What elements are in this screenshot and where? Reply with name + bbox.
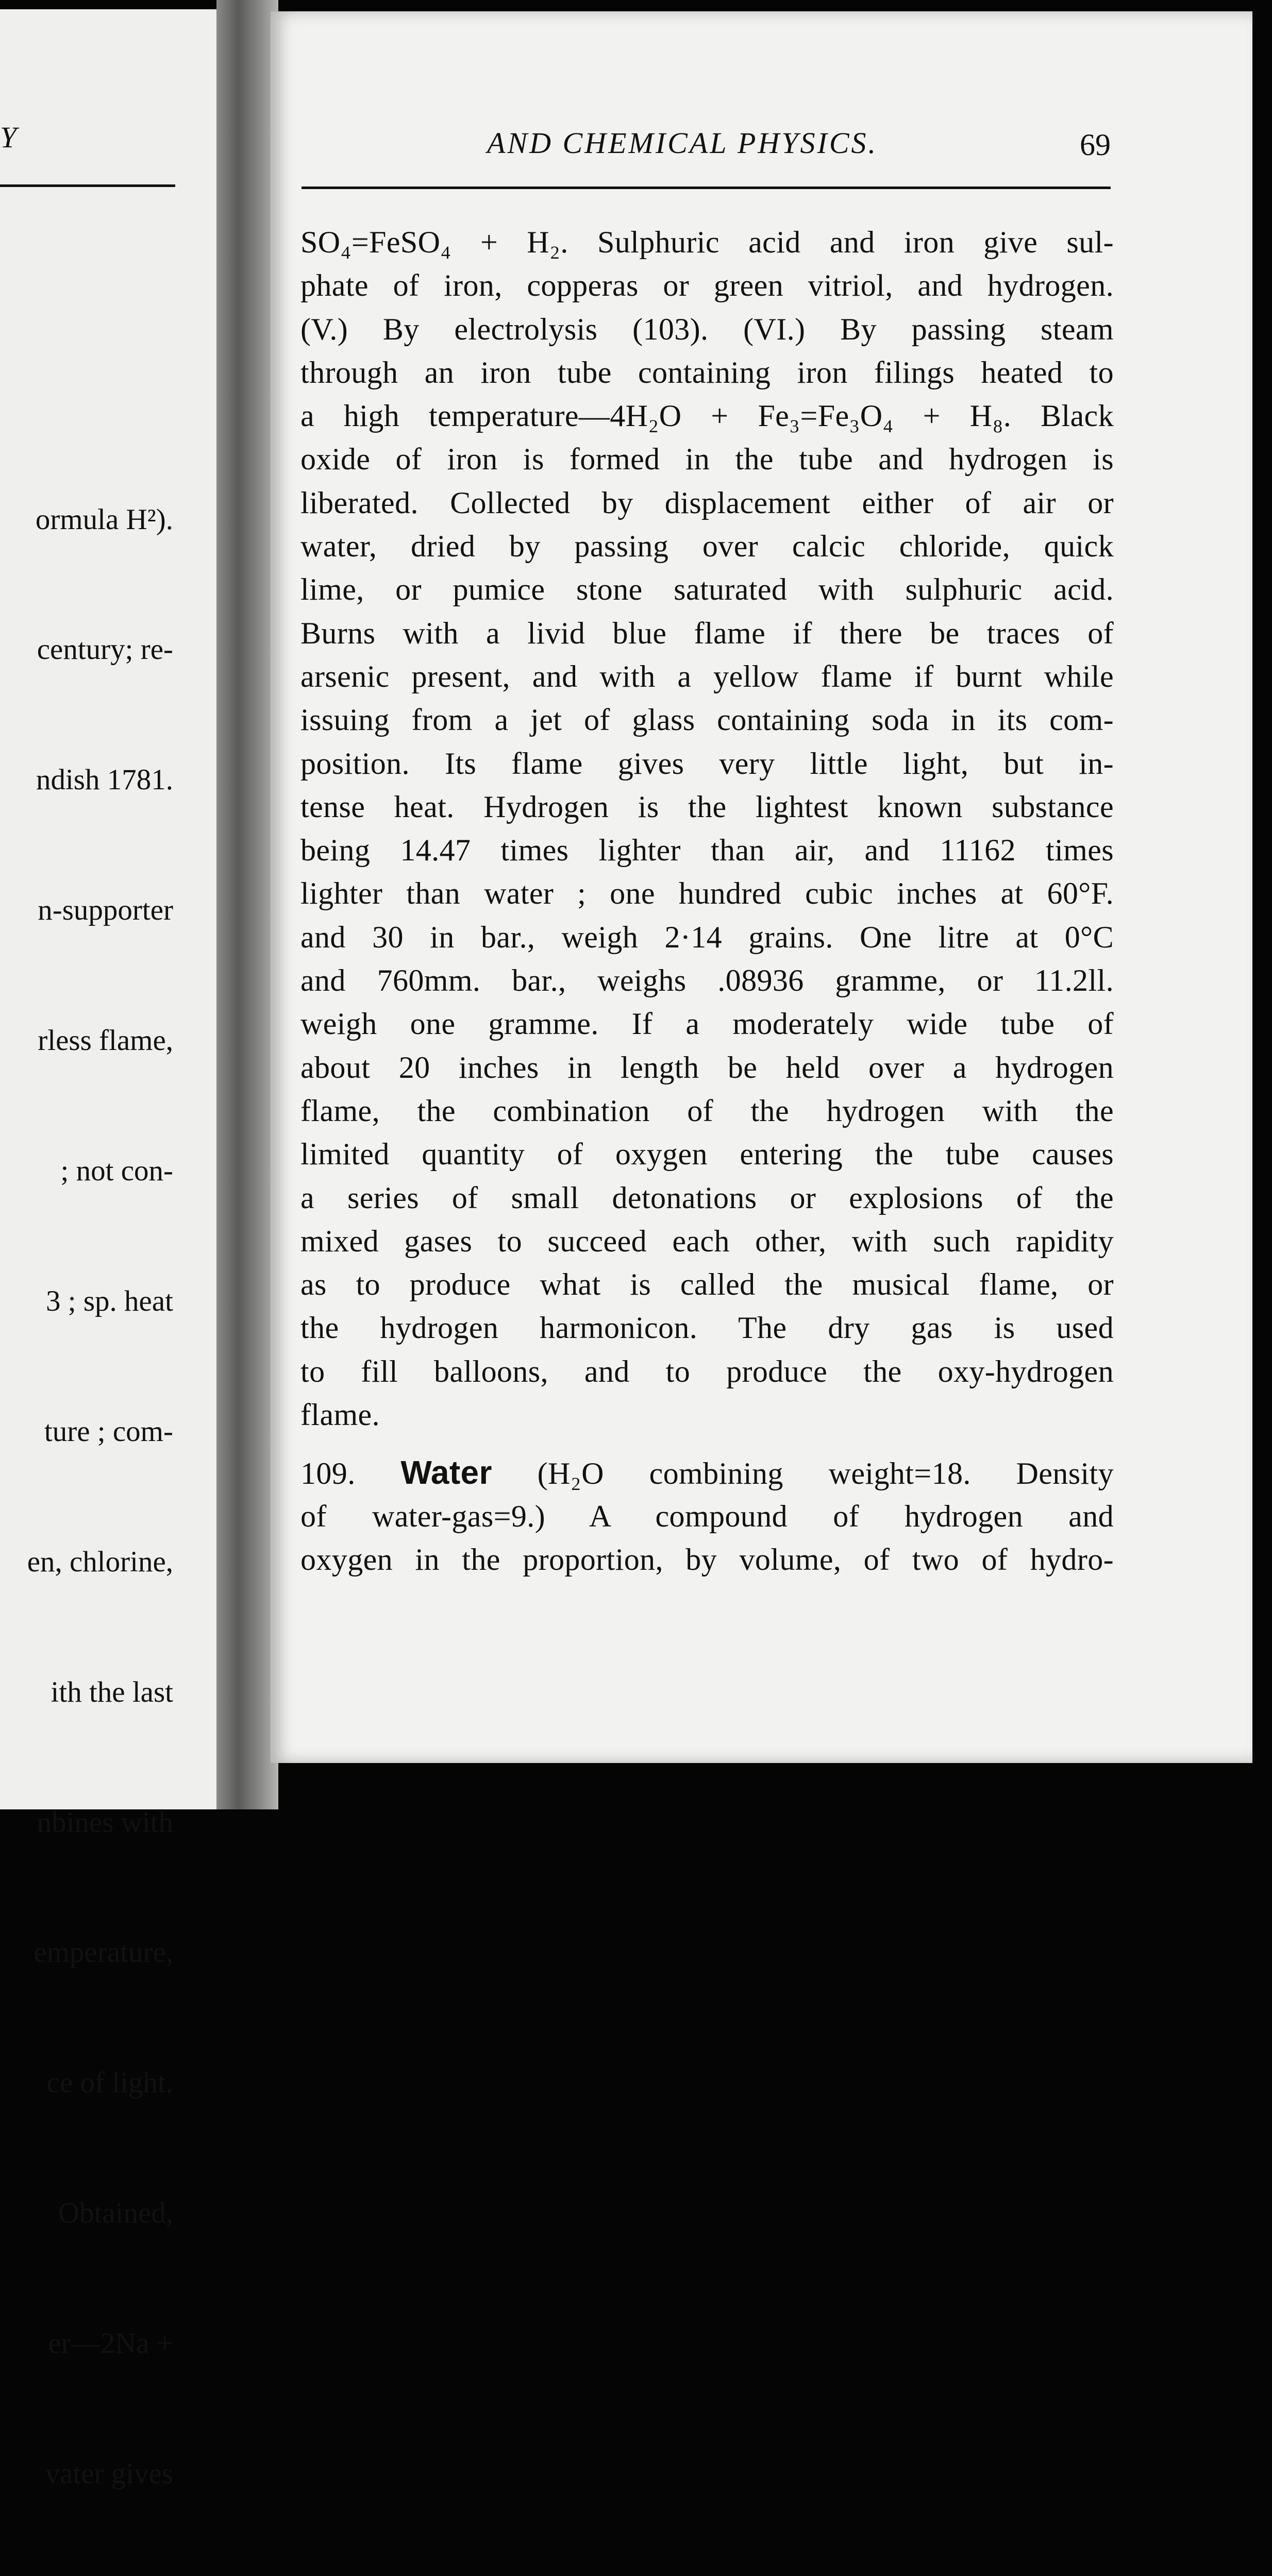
page-number: 69	[1080, 128, 1111, 162]
text-line: ; not con-	[60, 1155, 173, 1188]
text-line: water, dried by passing over calcic chloride, quick	[300, 529, 1114, 564]
previous-page-header-rule	[0, 184, 175, 187]
text-line: liberated. Collected by displacement either of air or	[300, 485, 1114, 520]
text-line: arsenic present, and with a yellow flame if burnt while	[300, 659, 1114, 693]
previous-page-fragment	[0, 9, 222, 2490]
text-line: and 760mm. bar., weighs .08936 gramme, or 11.2ll.	[300, 963, 1114, 998]
text-line: to fill balloons, and to produce the oxy-hydrogen	[300, 1354, 1114, 1388]
text-line: as to produce what is called the musical flame, or	[300, 1267, 1114, 1302]
text-line: and 30 in bar., weigh 2·14 grains. One litre at 0°C	[300, 920, 1114, 954]
text-line: en, chlorine,	[27, 1545, 173, 1578]
section-first-line-text: (H₂O combining weight=18. Density	[537, 1456, 1114, 1491]
text-line: issuing from a jet of glass containing soda in its com-	[300, 703, 1114, 737]
text-line: SO₄=FeSO₄ + H₂. Sulphuric acid and iron give sul-	[300, 225, 1114, 259]
text-line: n-supporter	[38, 894, 173, 927]
previous-page-header: Y	[0, 121, 18, 154]
text-line: oxygen in the proportion, by volume, of two of hydro-	[300, 1542, 1114, 1577]
text-line: tense heat. Hydrogen is the lightest known substance	[300, 789, 1114, 824]
text-line: ndish 1781.	[36, 764, 173, 796]
text-line: through an iron tube containing iron filings heated to	[300, 355, 1114, 389]
text-line: flame, the combination of the hydrogen with the	[300, 1093, 1114, 1128]
book-page	[271, 11, 1252, 1763]
text-line: being 14.47 times lighter than air, and 11162 times	[300, 833, 1114, 868]
text-line: Obtained,	[58, 2197, 173, 2230]
section-number: 109.	[300, 1456, 356, 1491]
text-line: er—2Na +	[48, 2327, 173, 2360]
text-line: about 20 inches in length be held over a hydrogen	[300, 1050, 1114, 1084]
text-line: (V.) By electrolysis (103). (VI.) By passing steam	[300, 312, 1114, 346]
text-line: 3 ; sp. heat	[46, 1284, 173, 1317]
header-rule	[302, 187, 1111, 189]
section-first-line	[300, 1451, 1114, 1494]
text-line: emperature,	[34, 1936, 173, 1969]
previous-page-text	[27, 411, 173, 2576]
text-line: Burns with a livid blue flame if there be traces of	[300, 616, 1114, 650]
book-gutter-shadow	[216, 0, 278, 1809]
text-line: lime, or pumice stone saturated with sulphuric acid.	[300, 572, 1114, 607]
text-line: phate of iron, copperas or green vitriol, and hydrogen.	[300, 268, 1114, 303]
text-line: ce of light.	[46, 2066, 173, 2099]
text-line: the hydrogen harmonicon. The dry gas is used	[300, 1311, 1114, 1345]
running-title: AND CHEMICAL PHYSICS.	[487, 126, 878, 160]
page-body	[300, 221, 1114, 1581]
text-line: century; re-	[37, 633, 173, 666]
text-line: mixed gases to succeed each other, with such rapidity	[300, 1224, 1114, 1258]
text-line: oxide of iron is formed in the tube and hydrogen is	[300, 442, 1114, 477]
text-line: of water-gas=9.) A compound of hydrogen and	[300, 1499, 1114, 1533]
text-line: a series of small detonations or explosions of the	[300, 1180, 1114, 1215]
text-line: lighter than water ; one hundred cubic inches at 60°F.	[300, 876, 1114, 911]
text-line: ture ; com-	[44, 1415, 173, 1448]
text-line: limited quantity of oxygen entering the tube causes	[300, 1137, 1114, 1172]
text-line: nbines with	[37, 1806, 173, 1839]
text-line: ormula H²).	[35, 503, 173, 536]
scan-edge	[1252, 0, 1272, 1809]
text-line: ith the last	[51, 1675, 173, 1708]
text-line: a high temperature—4H₂O + Fe₃=Fe₃O₄ + H₈. Black	[300, 399, 1114, 433]
text-line: weigh one gramme. If a moderately wide tube of	[300, 1007, 1114, 1041]
text-line: vater gives	[45, 2457, 173, 2490]
text-line: position. Its flame gives very little light, but in-	[300, 746, 1114, 781]
text-line: rless flame,	[38, 1024, 173, 1057]
text-line: flame.	[300, 1398, 380, 1432]
section-heading: Water	[400, 1454, 492, 1492]
